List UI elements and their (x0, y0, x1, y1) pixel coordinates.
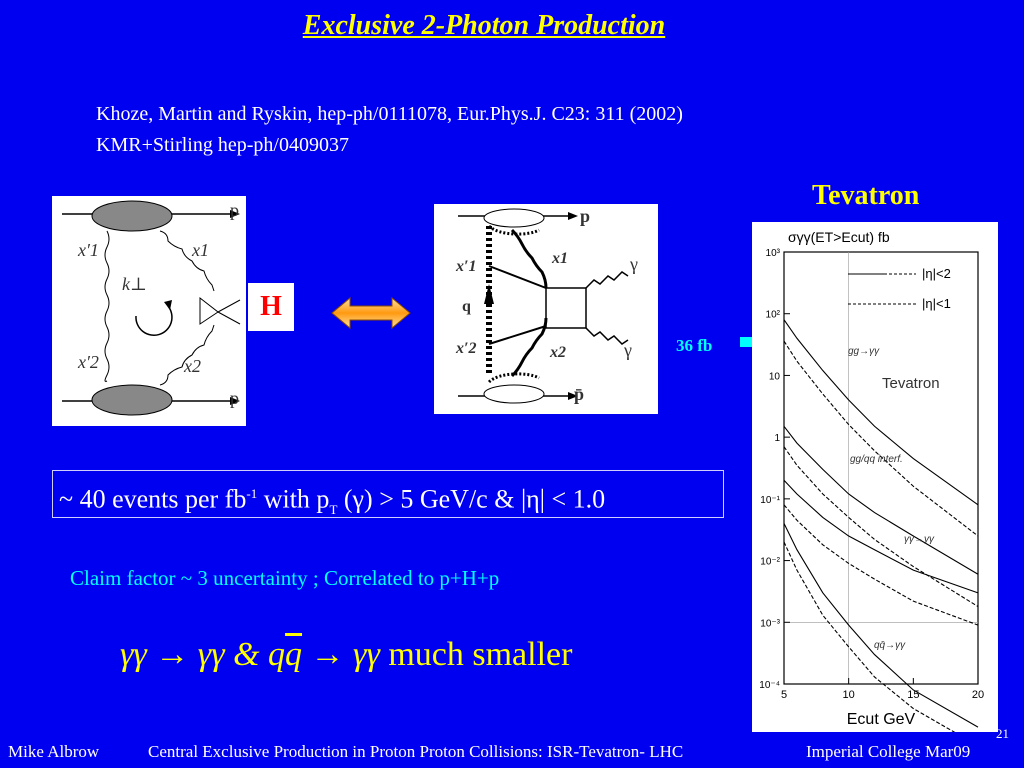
x-tick-label-10: 10 (842, 689, 855, 701)
y-tick-label-7: 10⁻⁴ (759, 680, 780, 691)
series-line-5 (784, 505, 978, 625)
events-middle: with p (257, 484, 330, 514)
series-line-2 (784, 426, 978, 574)
right-feynman-diagram (434, 204, 658, 414)
right-x2prime: x′2 (456, 340, 477, 357)
left-x1: x1 (192, 240, 209, 260)
curve-label-0: gg→γγ (848, 346, 880, 357)
series-line-6 (784, 523, 978, 727)
legend-entry-1: |η|<2 (922, 266, 951, 281)
double-arrow-icon (330, 296, 412, 330)
events-box (52, 470, 724, 518)
left-p-bottom: p (230, 388, 239, 408)
slide-title-text: Exclusive 2-Photon Production (302, 10, 666, 41)
events-suffix: (γ) > 5 GeV/c & |η| < 1.0 (337, 484, 606, 514)
footer (0, 726, 1024, 768)
footer-page: 21 (996, 726, 1009, 741)
left-feynman-diagram (52, 196, 246, 426)
chart-annotation: Tevatron (882, 375, 940, 392)
events-sub: T (329, 501, 338, 517)
x-tick-label-20: 20 (971, 689, 985, 701)
cross-section-chart (752, 222, 998, 732)
y-tick-label-5: 10⁻² (760, 556, 780, 568)
marker-36fb-label: 36 fb (676, 336, 713, 355)
smaller-math-1: γγ → γγ & q (120, 636, 286, 673)
left-kperp: k⊥ (122, 274, 147, 294)
reference-2: KMR+Stirling hep-ph/0409037 (96, 134, 349, 156)
tevatron-heading: Tevatron (812, 180, 920, 211)
y-tick-label-1: 10² (765, 309, 780, 321)
y-tick-label-4: 10⁻¹ (760, 494, 780, 506)
chart-axes-frame (784, 252, 978, 684)
right-p: p (580, 206, 591, 226)
reference-1: Khoze, Martin and Ryskin, hep-ph/0111078, Eur.Phys.J. C23: 311 (2002) (96, 103, 683, 125)
curve-label-2: γγ→γγ (904, 534, 934, 545)
right-q: q (462, 298, 471, 315)
smaller-text: much smaller (379, 636, 573, 673)
left-x2: x2 (184, 356, 201, 376)
left-x1prime: x′1 (78, 240, 99, 260)
events-prefix: ~ 40 events per fb (59, 484, 247, 514)
right-gamma1: γ (630, 254, 638, 274)
x-tick-label-5: 5 (780, 689, 788, 701)
y-tick-label-2: 10 (768, 371, 780, 383)
chart-title: σγγ(ET>Ecut) fb (788, 229, 890, 245)
y-tick-label-0: 10³ (765, 248, 780, 259)
claim-text: Claim factor ~ 3 uncertainty ; Correlated to p+H+p (70, 566, 500, 590)
right-gamma2: γ (624, 340, 632, 360)
curve-label-3: qq̄→γγ (874, 640, 906, 651)
series-line-1 (784, 341, 978, 536)
chart-svg (752, 222, 998, 732)
right-x1: x1 (552, 250, 568, 267)
footer-venue: Imperial College Mar09 (806, 742, 971, 761)
left-x2prime: x′2 (78, 352, 99, 372)
slide-title (0, 10, 968, 42)
smaller-qbar: $\overline{q}$ (285, 636, 303, 673)
left-p-top: p (230, 200, 239, 220)
left-diagram-svg (52, 196, 246, 426)
legend-entry-2: |η|<1 (922, 296, 951, 311)
right-x2: x2 (550, 344, 566, 361)
x-tick-label-15: 15 (907, 689, 920, 701)
footer-author: Mike Albrow (8, 742, 100, 761)
series-line-7 (784, 542, 978, 732)
curve-label-1: gg/qq interf. (850, 454, 903, 465)
smaller-statement (120, 636, 572, 674)
events-sup: -1 (246, 486, 258, 501)
smaller-math-2: → γγ (302, 636, 380, 673)
footer-talk: Central Exclusive Production in Proton Proton Collisions: ISR-Tevatron- LHC (148, 742, 684, 761)
series-line-0 (784, 320, 978, 505)
higgs-box: H (248, 283, 294, 331)
y-tick-label-6: 10⁻³ (760, 618, 780, 630)
y-tick-label-3: 1 (774, 433, 780, 445)
right-pbar: p̄ (574, 384, 585, 404)
right-x1prime: x′1 (456, 258, 477, 275)
chart-xlabel: Ecut GeV (846, 711, 916, 728)
